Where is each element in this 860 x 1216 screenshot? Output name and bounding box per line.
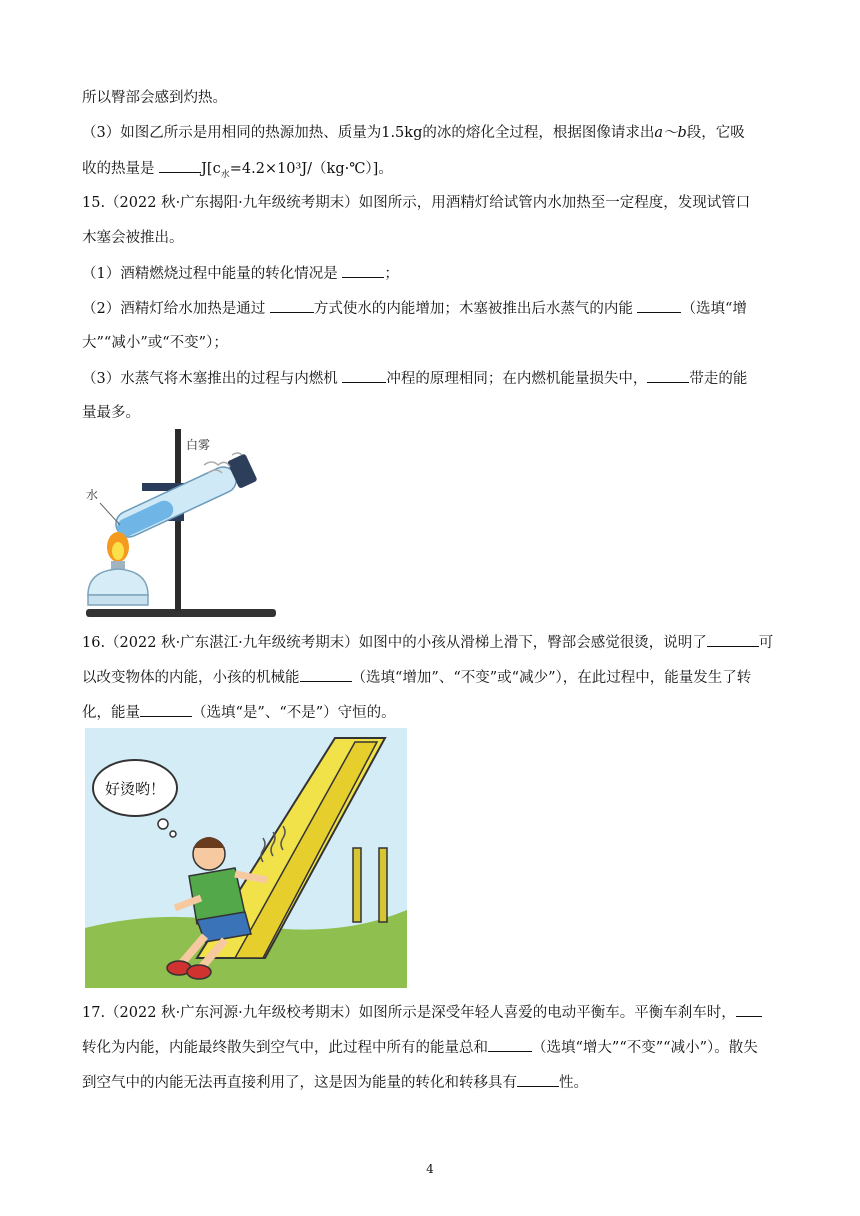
text: a～b (654, 125, 687, 141)
text: 17.（2022 秋·广东河源·九年级校考期末）如图所示是深受年轻人喜爱的电动平衡车。平衡车刹车时， (82, 1005, 736, 1021)
speech-text: 好烫哟！ (104, 781, 166, 798)
text-line (82, 333, 782, 353)
slide-figure (85, 728, 407, 988)
text: 化，能量 (82, 705, 140, 721)
text-line (82, 88, 782, 108)
answer-blank[interactable] (342, 263, 384, 278)
text: （2）酒精灯给水加热是通过 (82, 301, 266, 317)
text-line (82, 702, 782, 723)
answer-blank[interactable] (140, 702, 192, 717)
text-line (82, 1072, 782, 1093)
answer-blank[interactable] (637, 298, 681, 313)
text: 转化为内能，内能最终散失到空气中，此过程中所有的能量总和 (82, 1040, 488, 1056)
text: 木塞会被推出。 (82, 230, 184, 246)
text: 可 (758, 635, 774, 651)
answer-blank[interactable] (342, 368, 386, 383)
text: J[c (201, 161, 221, 177)
text: （选填“增 (681, 301, 747, 317)
text-line (82, 368, 782, 389)
text: （3）水蒸气将木塞推出的过程与内燃机 (82, 371, 338, 387)
text: 段，它吸 (686, 125, 745, 141)
label-fog: 白雾 (186, 438, 211, 452)
text-line (82, 298, 782, 319)
answer-blank[interactable] (707, 632, 759, 647)
question-17 (82, 1002, 782, 1023)
text: 大”“减小”或“不变”）； (82, 335, 228, 351)
text: 以改变物体的内能，小孩的机械能 (82, 670, 300, 686)
answer-blank[interactable] (488, 1037, 532, 1052)
question-16 (82, 632, 782, 653)
text: 到空气中的内能无法再直接利用了，这是因为能量的转化和转移具有 (82, 1075, 517, 1091)
answer-blank[interactable] (270, 298, 314, 313)
flame-icon (107, 532, 129, 562)
text-line (82, 1037, 782, 1058)
text: ； (384, 266, 399, 282)
text-line (82, 667, 782, 688)
text: （选填“是”、“不是”）守恒的。 (192, 705, 396, 721)
answer-blank[interactable] (300, 667, 352, 682)
subscript: 水 (220, 169, 230, 180)
text: 量最多。 (82, 405, 140, 421)
test-tube (111, 453, 258, 543)
text: 冲程的原理相同；在内燃机能量损失中， (386, 371, 648, 387)
test-tube-heating-figure (82, 425, 282, 625)
text: 15.（2022 秋·广东揭阳·九年级统考期末）如图所示，用酒精灯给试管内水加热至一定程度，发现试管口 (82, 195, 751, 211)
text: 方式使水的内能增加；木塞被推出后水蒸气的内能 (313, 301, 633, 317)
answer-blank[interactable] (736, 1002, 762, 1017)
answer-blank[interactable] (647, 368, 689, 383)
text: 所以臀部会感到灼热。 (82, 90, 227, 106)
text: 收的热量是 (82, 161, 155, 177)
page-number: 4 (426, 1162, 434, 1176)
text-line (82, 123, 782, 143)
text: 带走的能 (689, 371, 748, 387)
text-line (82, 158, 782, 185)
question-15 (82, 193, 782, 213)
text: =4.2×10³J/（kg·℃）]。 (229, 161, 393, 177)
text: （1）酒精燃烧过程中能量的转化情况是 (82, 266, 338, 282)
label-water: 水 (86, 488, 99, 502)
answer-blank[interactable] (517, 1072, 559, 1087)
text: （选填“增加”、“不变”或“减少”），在此过程中，能量发生了转 (351, 670, 752, 686)
text: 16.（2022 秋·广东湛江·九年级统考期末）如图中的小孩从滑梯上滑下，臀部会感觉很烫，说明了 (82, 635, 707, 651)
text-line (82, 228, 782, 248)
answer-blank[interactable] (159, 158, 201, 173)
text: 性。 (559, 1075, 588, 1091)
text: （3）如图乙所示是用相同的热源加热、质量为1.5kg的冰的熔化全过程，根据图像请求出 (82, 125, 655, 141)
alcohol-lamp (88, 561, 148, 605)
text-line (82, 403, 782, 423)
text: （选填“增大”“不变”“减小”）。散失 (532, 1040, 758, 1056)
text-line (82, 263, 782, 284)
